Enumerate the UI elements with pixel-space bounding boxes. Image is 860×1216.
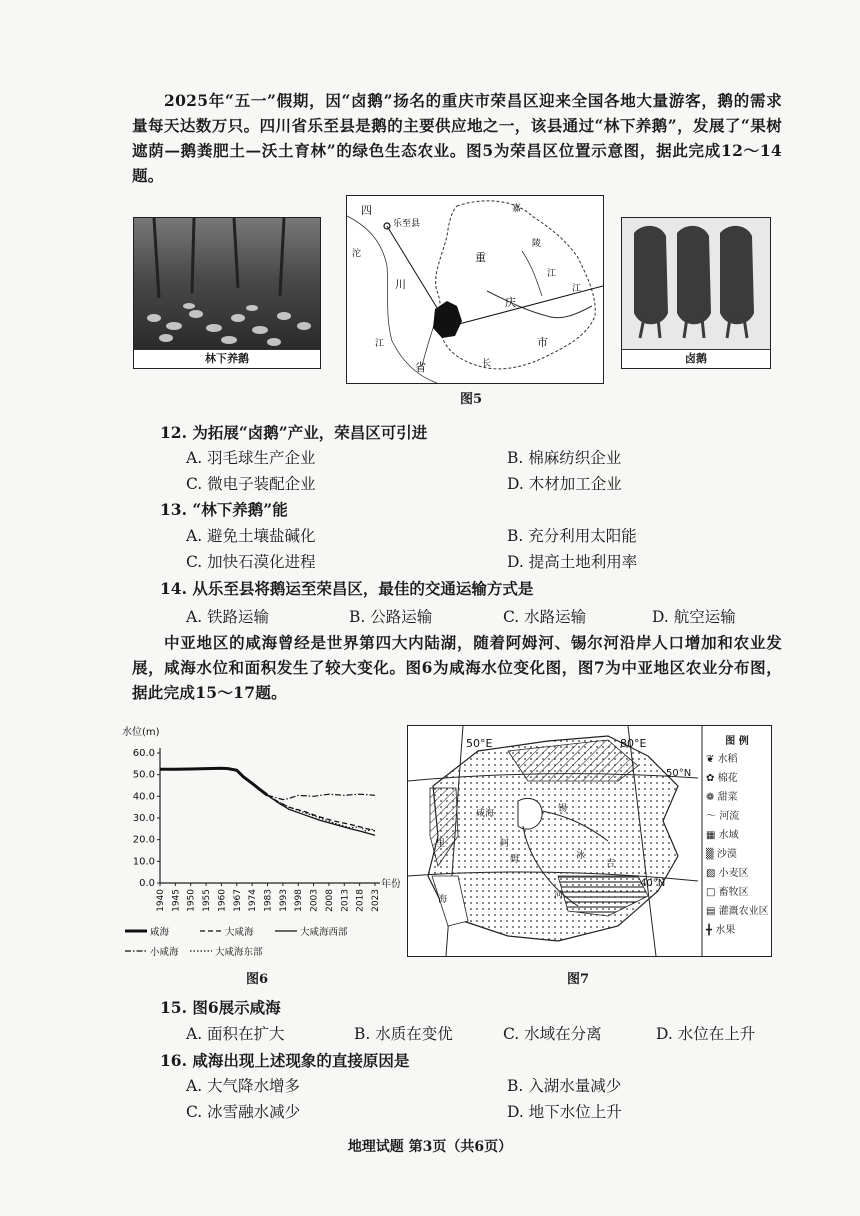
question-15-option-d: D. 水位在上升 [656, 1025, 756, 1043]
legend-symbol-icon: ▦ [706, 830, 719, 841]
map-label-he: 河 [554, 891, 564, 901]
question-14-stem: 14. 从乐至县将鹅运至荣昌区，最佳的交通运输方式是 [160, 579, 534, 598]
legend-label: 大咸海 [225, 927, 254, 938]
intro-paragraph-2: 中亚地区的咸海曾经是世界第四大内陆湖，随着阿姆河、锡尔河沿岸人口增加和农业发展，咸海水位和面积发生了较大变化。图6为咸海水位变化图，图7为中亚地区农业分布图，据此完成15～17题。 [132, 633, 782, 702]
rongchang-location-map [346, 195, 604, 384]
braised-goose-photo [621, 217, 771, 369]
x-tick-label: 1983 [263, 889, 274, 912]
legend-item [706, 864, 768, 883]
y-axis-label: 水位(m) [122, 727, 160, 738]
aral-sea-level-chart [120, 718, 400, 978]
question-16-option-a: A. 大气降水增多 [186, 1077, 301, 1095]
question-14-option-a: A. 铁路运输 [186, 608, 270, 626]
legend-label: 小麦区 [718, 868, 749, 879]
y-tick-label: 20.0 [132, 834, 155, 846]
legend-label: 甜菜 [717, 792, 738, 803]
map-label-jia: 嘉 [512, 204, 522, 214]
x-tick-label: 2013 [340, 889, 351, 912]
y-tick-label: 60.0 [132, 748, 155, 759]
x-tick-label: 1955 [202, 889, 213, 912]
legend-item [706, 750, 768, 769]
legend-label: 小咸海 [150, 947, 179, 958]
legend-label: 大咸海东部 [215, 947, 263, 958]
legend-item [706, 921, 768, 940]
map-label-mu: 姆 [510, 855, 520, 865]
central-asia-agriculture-map [407, 725, 772, 957]
legend-label: 水稻 [717, 754, 738, 765]
question-12-option-d: D. 木材加工企业 [507, 475, 622, 493]
series-line [268, 795, 376, 831]
y-tick-label: 0.0 [139, 878, 155, 889]
legend-symbol-icon: ❁ [706, 792, 718, 803]
question-12-option-c: C. 微电子装配企业 [186, 475, 316, 493]
legend-symbol-icon: □ [706, 887, 719, 898]
map-lon-80: 80°E [620, 737, 647, 750]
x-tick-label: 1960 [217, 889, 228, 912]
legend-symbol-icon: ▒ [706, 849, 717, 860]
map-label-sheng: 省 [415, 361, 426, 374]
series-line [268, 794, 376, 799]
legend-title: 图 例 [725, 736, 749, 747]
map-label-jiang3: 江 [572, 284, 582, 294]
map-lon-50: 50°E [466, 737, 493, 750]
question-12-option-a: A. 羽毛球生产企业 [186, 449, 316, 467]
legend-symbol-icon: ✿ [706, 773, 718, 784]
legend-symbol-icon: ▤ [706, 906, 719, 917]
legend-label: 咸海 [150, 927, 170, 938]
x-tick-label: 2018 [355, 889, 366, 912]
legend-item [706, 883, 768, 902]
map-label-lezhi: 乐至县 [393, 219, 421, 229]
legend-item [706, 826, 768, 845]
legend-item [706, 788, 768, 807]
map-label-qing: 庆 [505, 296, 516, 309]
y-tick-label: 50.0 [132, 769, 155, 781]
map-lat-50: 50°N [666, 768, 692, 779]
x-tick-label: 2023 [371, 889, 381, 912]
question-13-option-b: B. 充分利用太阳能 [507, 527, 637, 545]
legend-label: 水域 [718, 830, 739, 841]
map-label-xi: 锡 [558, 804, 568, 814]
question-16-option-b: B. 入湖水量减少 [507, 1077, 622, 1095]
map-lat-40: 40°N [640, 878, 666, 889]
map-label-xianhai: 咸海 [476, 809, 495, 819]
legend-label: 水果 [715, 925, 736, 936]
x-axis-label: 年份 [381, 879, 400, 890]
legend-label: 畜牧区 [718, 887, 749, 898]
question-14-option-b: B. 公路运输 [349, 608, 433, 626]
x-tick-label: 2003 [309, 889, 320, 912]
legend-symbol-icon: ╋ [706, 925, 716, 936]
series-line [160, 768, 268, 795]
figure-7-caption: 图7 [567, 972, 590, 987]
question-12-stem: 12. 为拓展“卤鹅”产业，荣昌区可引进 [160, 423, 428, 442]
map-label-chuan: 川 [395, 278, 406, 291]
series-line [268, 795, 376, 831]
map-label-chong: 重 [475, 251, 486, 264]
x-tick-label: 2008 [324, 889, 335, 912]
map-label-jiang2: 江 [547, 269, 557, 279]
map-label-jiang1: 江 [375, 339, 385, 349]
map-label-shi: 市 [537, 336, 548, 349]
question-16-stem: 16. 咸海出现上述现象的直接原因是 [160, 1051, 410, 1070]
question-15-stem: 15. 图6展示咸海 [160, 998, 281, 1017]
map-label-ji: 吉 [606, 859, 616, 869]
figure-5-caption: 图5 [460, 392, 483, 407]
question-13-option-c: C. 加快石漠化进程 [186, 553, 316, 571]
goose-forest-photo [133, 217, 321, 369]
x-tick-label: 1974 [248, 889, 259, 912]
x-tick-label: 1940 [156, 889, 166, 912]
x-tick-label: 1945 [171, 889, 182, 912]
legend-item [706, 769, 768, 788]
map-label-chang: 长 [482, 359, 492, 369]
question-15-option-c: C. 水域在分离 [503, 1025, 602, 1043]
question-13-option-d: D. 提高土地利用率 [507, 553, 638, 571]
question-15-option-a: A. 面积在扩大 [186, 1025, 285, 1043]
map-label-ling: 陵 [532, 239, 542, 249]
legend-symbol-icon: 〜 [706, 811, 720, 822]
question-14-option-d: D. 航空运输 [652, 608, 736, 626]
map-label-a: 阿 [500, 839, 510, 849]
photo-caption-right: 卤鹅 [622, 349, 770, 368]
y-tick-label: 30.0 [132, 813, 155, 824]
legend-label: 沙漠 [716, 849, 737, 860]
legend-label: 灌溉农业区 [718, 906, 769, 917]
x-tick-label: 1950 [186, 889, 197, 912]
series-line [268, 795, 376, 835]
x-tick-label: 1998 [294, 889, 305, 912]
legend-item [706, 807, 768, 826]
question-15-option-b: B. 水质在变优 [354, 1025, 453, 1043]
legend-label: 棉花 [717, 773, 738, 784]
legend-label: 大咸海西部 [300, 927, 348, 938]
x-tick-label: 1967 [232, 889, 243, 912]
legend-item [706, 845, 768, 864]
page-footer: 地理试题 第3页（共6页） [347, 1139, 513, 1155]
legend-symbol-icon: ▨ [706, 868, 719, 879]
question-14-option-c: C. 水路运输 [503, 608, 587, 626]
photo-caption-left: 林下养鹅 [134, 349, 320, 368]
map-label-si: 四 [361, 204, 372, 217]
map-label-tuo: 沱 [352, 249, 362, 259]
figure-6-caption: 图6 [246, 972, 269, 987]
y-tick-label: 40.0 [132, 791, 155, 803]
map-legend [706, 732, 768, 940]
legend-label: 河流 [719, 811, 740, 822]
legend-item [706, 902, 768, 921]
question-16-option-c: C. 冰雪融水减少 [186, 1103, 301, 1121]
legend-symbol-icon: ❦ [706, 754, 718, 765]
question-13-option-a: A. 避免土壤盐碱化 [186, 527, 316, 545]
question-12-option-b: B. 棉麻纺织企业 [507, 449, 622, 467]
intro-paragraph-1: 2025年“五一”假期，因“卤鹅”扬名的重庆市荣昌区迎来全国各地大量游客，鹅的需求量每天达数万只。四川省乐至县是鹅的主要供应地之一，该县通过“林下养鹅”，发展了“果树遮荫—鹅粪肥土—沃土育林”的绿色生态农业。图5为荣昌区位置示意图，据此完成12～14题。 [132, 91, 782, 185]
x-tick-label: 1993 [278, 889, 289, 912]
map-label-bing: 冰 [576, 851, 586, 861]
y-tick-label: 10.0 [132, 856, 155, 868]
question-16-option-d: D. 地下水位上升 [507, 1103, 622, 1121]
question-13-stem: 13. “林下养鹅”能 [160, 500, 288, 519]
map-label-hai: 海 [438, 895, 448, 905]
map-label-li: 里 [436, 839, 446, 849]
